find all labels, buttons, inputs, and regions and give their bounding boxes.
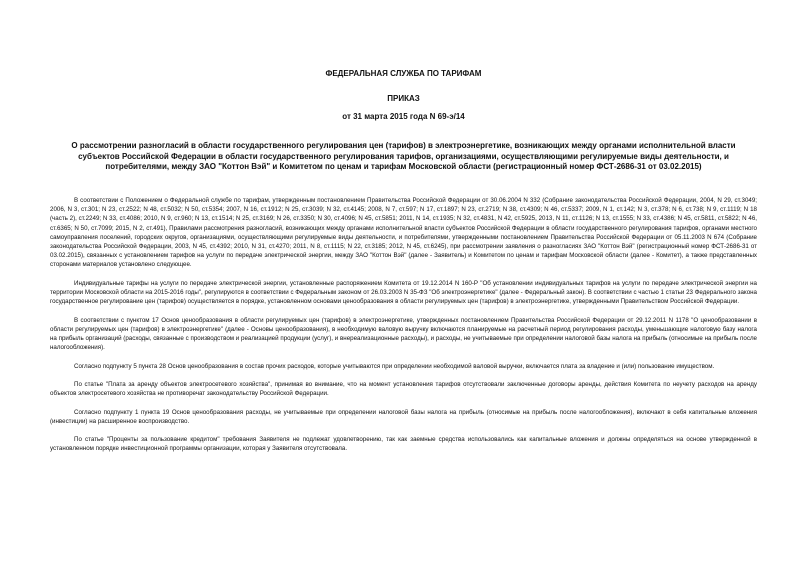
paragraph: Согласно подпункту 1 пункта 19 Основ ценообразования расходы, не учитываемые при определении налоговой базы налога на прибыль (относимые на прибыль после налогообложения), включают в себя капитальные вложения (инвестиции) на расширенное воспроизводство.: [50, 408, 757, 425]
document-title: О рассмотрении разногласий в области государственного регулирования цен (тарифов) в электроэнергетике, возникающих между органами исполнительной власти субъектов Российской Федерации в области государственного регулирования тарифов, организациями, осуществляющими регулируемые виды деятельности, и потребителями, между ЗАО "Коттон Вэй" и Комитетом по ценам и тарифам Московской области (регистрационный номер ФСТ-2686-31 от 03.02.2015): [71, 141, 736, 171]
document-body: [50, 196, 757, 463]
document-type-heading: ПРИКАЗ: [387, 94, 420, 103]
paragraph: В соответствии с пунктом 17 Основ ценообразования в области регулируемых цен (тарифов) в электроэнергетике, утвержденных постановлением Правительства Российской Федерации от 29.12.2011 N 1178 "О ценообразовании в области регулируемых цен (тарифов) в электроэнергетике" (далее - Основы ценообразования), в необходимую валовую выручку включаются планируемые на расчетный период регулирования расходы, уменьшающие налоговую базу налога на прибыль организаций (расходы, связанные с производством и реализацией продукции (услуг), и внереализационные расходы), и расходы, не учитываемые при определении налоговой базы налога на прибыль (относимые на прибыль после налогообложения).: [50, 316, 757, 352]
paragraph: Индивидуальные тарифы на услуги по передаче электрической энергии, установленные распоряжением Комитета от 19.12.2014 N 160-Р "Об установлении индивидуальных тарифов на услуги по передаче электрической энергии на территории Московской области на 2015-2016 годы", регулируются в соответствии с Федеральным законом от 26.03.2003 N 35-ФЗ "Об электроэнергетике" (далее - Федеральный закон). В соответствии с частью 1 статьи 23 Федерального закона государственное регулирование цен (тарифов) осуществляется в порядке, установленном основами ценообразования в области регулируемых цен (тарифов) в электроэнергетике, утвержденными Правительством Российской Федерации.: [50, 279, 757, 306]
paragraph: По статье "Плата за аренду объектов электросетевого хозяйства", принимая во внимание, что на момент установления тарифов отсутствовали заключенные договоры аренды, действия Комитета по неучету расходов на аренду объектов электросетевого хозяйства не противоречат законодательству Российской Федерации.: [50, 381, 757, 398]
agency-heading: ФЕДЕРАЛЬНАЯ СЛУЖБА ПО ТАРИФАМ: [325, 69, 482, 78]
document-date-number: от 31 марта 2015 года N 69-э/14: [342, 112, 465, 121]
paragraph: В соответствии с Положением о Федеральной службе по тарифам, утвержденным постановлением Правительства Российской Федерации от 30.06.2004 N 332 (Собрание законодательства Российской Федерации, 2004, N 29, ст.3049; 2006, N 3, ст.301; N 23, ст.2522; N 48, ст.5032; N 50, ст.5354; 2007, N 16, ст.1912; N 25, ст.3039; N 32, ст.4145; 2008, N 7, ст.597; N 17, ст.1897; N 23, ст.2719; N 38, ст.4309; N 46, ст.5337; 2009, N 1, ст.142; N 3, ст.378; N 6, ст.738; N 9, ст.1119; N 18 (часть 2), ст.2249; N 33, ст.4086; 2010, N 9, ст.960; N 13, ст.1514; N 25, ст.3169; N 26, ст.3350; N 30, ст.4096; N 45, ст.5851; 2011, N 14, ст.1935; N 32, ст.4831, N 42, ст.5925, 2013, N 11, ст.1126; N 13, ст.1555; N 33, ст.4386; N 45, ст.5811, ст.5822; N 46, ст.6365; N 50, ст.7099; 2015, N 2, ст.491), Правилами рассмотрения разногласий, возникающих между органами исполнительной власти субъектов Российской Федерации в области государственного регулирования тарифов, органами местного самоуправления поселений, городских округов, организациями, осуществляющими регулируемые виды деятельности, и потребителями, утвержденными постановлением Правительства Российской Федерации от 05.11.2003 N 674 (Собрание законодательства Российской Федерации, 2003, N 45, ст.4392; 2010, N 31, ст.4270; 2011, N 8, ст.1115; N 22, ст.3185; 2012, N 45, ст.6245), при рассмотрении заявления о разногласиях ЗАО "Коттон Вэй" (регистрационный номер ФСТ-2686-31 от 03.02.2015), связанных с установлением тарифов на услуги по передаче электрической энергии, между ЗАО "Коттон Вэй" (далее - Заявитель) и Комитетом по ценам и тарифам Московской области (далее - Комитет), а также представленных сторонами материалов установлено следующее.: [50, 197, 757, 269]
paragraph: По статье "Проценты за пользование кредитом" требования Заявителя не подлежат удовлетворению, так как заемные средства использовались как капитальные вложения и должны определяться на основе утвержденной в установленном порядке инвестиционной программы организации, которая у Заявителя отсутствовала.: [50, 436, 757, 453]
paragraph: Согласно подпункту 5 пункта 28 Основ ценообразования в состав прочих расходов, которые учитываются при определении необходимой валовой выручки, включается плата за владение и (или) пользование имуществом.: [74, 362, 715, 370]
